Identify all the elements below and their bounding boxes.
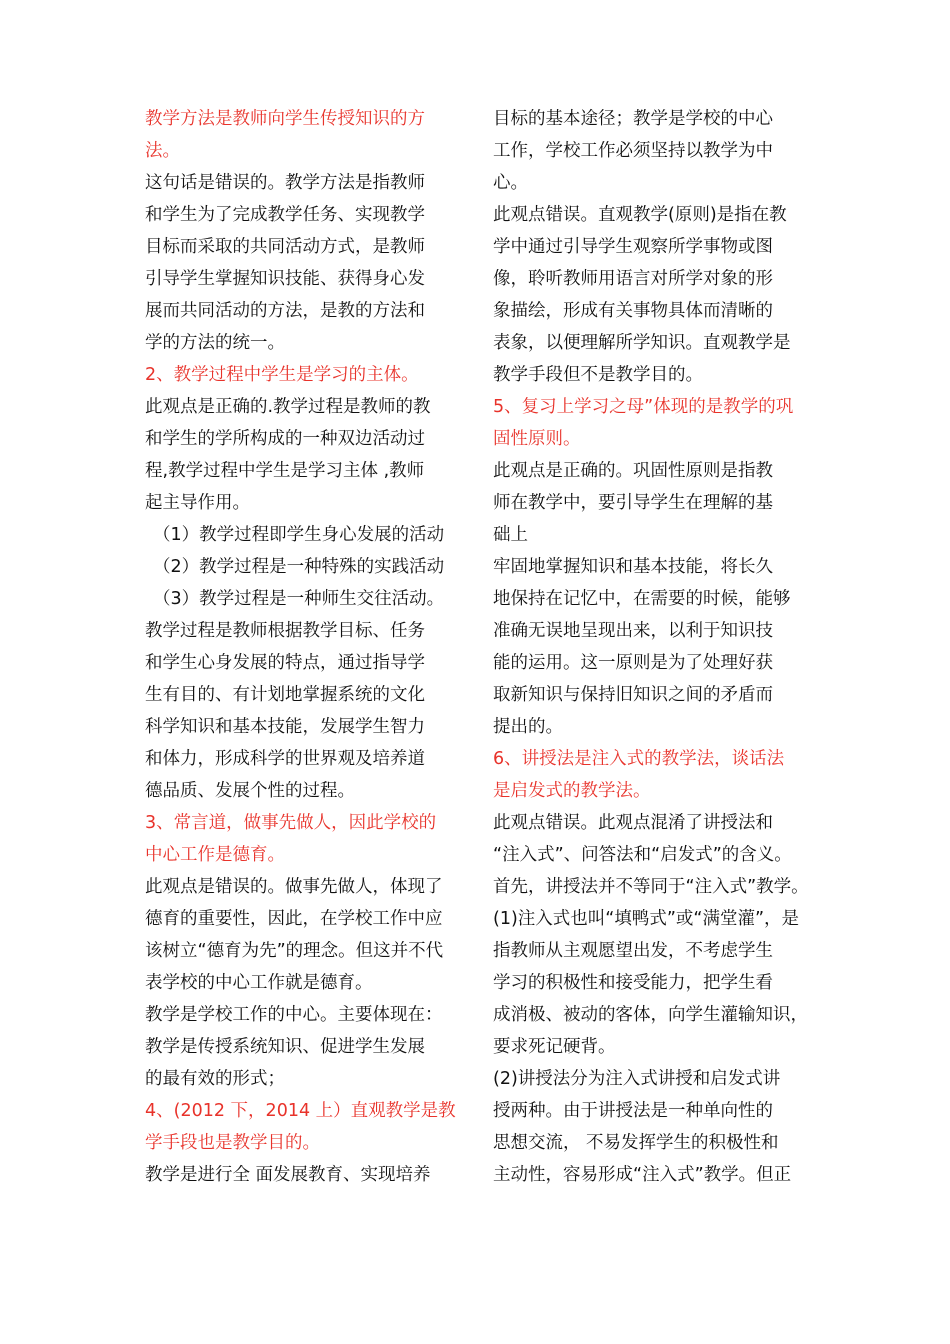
body-paragraph: 此观点是正确的.教学过程是教师的教 和学生的学所构成的一种双边活动过 程,教学过程中学生是学习主体 ,教师 起主导作用。 (145, 397, 431, 513)
body-paragraph: 教学是进行全 面发展教育、实现培养 (145, 1165, 431, 1185)
body-paragraph: 此观点是正确的。巩固性原则是指教 师在教学中，要引导学生在理解的基 础上 (493, 461, 773, 545)
body-paragraph: 教学过程是教师根据教学目标、任务 和学生心身发展的特点，通过指导学 生有目的、有计划地掌握系统的文化 科学知识和基本技能，发展学生智力 和体力，形成科学的世界观及培养道 德品质、发展个性的过程。 (145, 621, 425, 801)
section-heading: 教学方法是教师向学生传授知识的方 法。 (145, 109, 425, 161)
body-paragraph: 目标的基本途径；教学是学校的中心 工作，学校工作必须坚持以教学为中 心。 (493, 109, 773, 193)
list-item: （2）教学过程是一种特殊的实践活动 (153, 557, 445, 577)
right-column (493, 103, 823, 1191)
body-paragraph: (2)讲授法分为注入式讲授和启发式讲 授两种。由于讲授法是一种单向性的 思想交流， 不易发挥学生的积极性和 主动性，容易形成“注入式”教学。但正 (493, 1069, 792, 1185)
section-heading: 3、常言道，做事先做人，因此学校的 中心工作是德育。 (145, 813, 437, 865)
body-paragraph: 这句话是错误的。教学方法是指教师 和学生为了完成教学任务、实现教学 目标而采取的共同活动方式，是教师 引导学生掌握知识技能、获得身心发 展而共同活动的方法，是教的方法和 学的方法的统一。 (145, 173, 425, 353)
list-item: （3）教学过程是一种师生交往活动。 (153, 589, 445, 609)
body-paragraph: 牢固地掌握知识和基本技能，将长久 地保持在记忆中，在需要的时候，能够 准确无误地呈现出来，以利于知识技 能的运用。这一原则是为了处理好获 取新知识与保持旧知识之间的矛盾而 提出的。 (493, 557, 791, 737)
section-heading: 5、复习上学习之母”体现的是教学的巩 固性原则。 (493, 397, 794, 449)
body-paragraph: 此观点是错误的。做事先做人，体现了 德育的重要性，因此，在学校工作中应 该树立“德育为先”的理念。但这并不代 表学校的中心工作就是德育。 (145, 877, 444, 993)
list-item: （1）教学过程即学生身心发展的活动 (153, 525, 445, 545)
body-paragraph: 教学是学校工作的中心。主要体现在： 教学是传授系统知识、促进学生发展 的最有效的形式； (145, 1005, 443, 1089)
left-column (145, 103, 465, 1191)
section-heading: 2、教学过程中学生是学习的主体。 (145, 365, 419, 385)
body-paragraph: 此观点错误。此观点混淆了讲授法和 “注入式”、问答法和“启发式”的含义。 首先，讲授法并不等同于“注入式”教学。 (493, 813, 809, 897)
body-paragraph: (1)注入式也叫“填鸭式”或“满堂灌”，是 指教师从主观愿望出发，不考虑学生 学习的积极性和接受能力，把学生看 成消极、被动的客体，向学生灌输知识， 要求死记硬背。 (493, 909, 808, 1057)
section-heading: 6、讲授法是注入式的教学法，谈话法 是启发式的教学法。 (493, 749, 785, 801)
section-heading: 4、(2012 下，2014 上）直观教学是教 学手段也是教学目的。 (145, 1101, 456, 1153)
body-paragraph: 此观点错误。直观教学(原则)是指在教 学中通过引导学生观察所学事物或图 像，聆听教师用语言对所学对象的形 象描绘，形成有关事物具体而清晰的 表象，以便理解所学知识。直观教学是 教学手段但不是教学目的。 (493, 205, 791, 385)
